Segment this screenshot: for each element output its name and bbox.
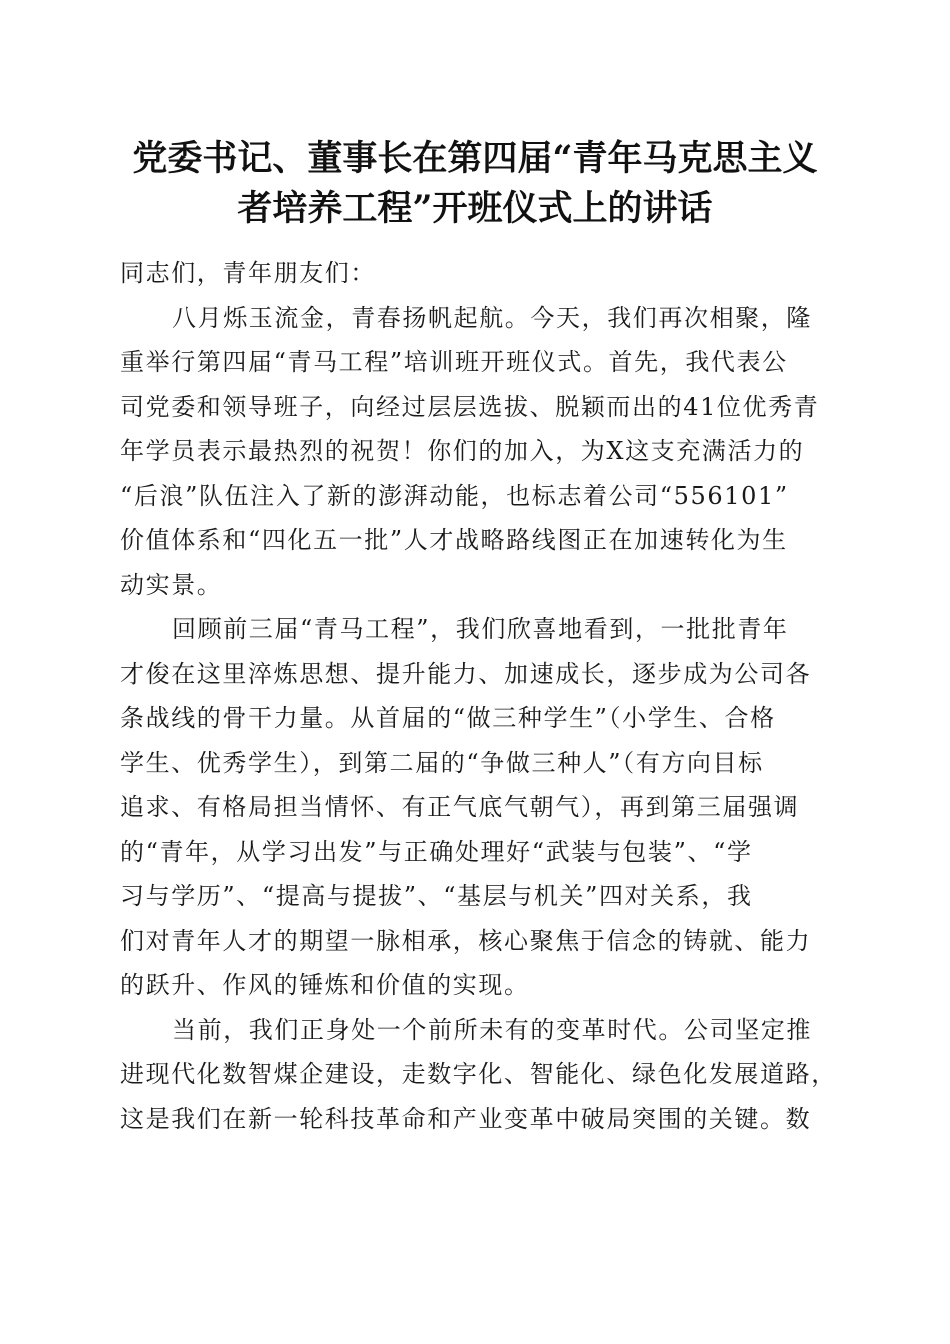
- paragraph-2-line: 们对青年人才的期望一脉相承，核心聚焦于信念的铸就、能力: [120, 926, 812, 955]
- paragraph-2-line: 回顾前三届“青马工程”，我们欣喜地看到，一批批青年: [172, 615, 789, 643]
- document-title-line-2: 者培养工程”开班仪式上的讲话: [237, 188, 713, 229]
- paragraph-3-line: 这是我们在新一轮科技革命和产业变革中破局突围的关键。数: [120, 1104, 812, 1133]
- salutation: 同志们，青年朋友们：: [120, 259, 376, 287]
- paragraph-1-line: 动实景。: [120, 570, 223, 599]
- paragraph-2-line: 的“青年，从学习出发”与正确处理好“武装与包装”、“学: [120, 837, 753, 866]
- paragraph-3-line: 当前，我们正身处一个前所未有的变革时代。公司坚定推: [172, 1015, 812, 1044]
- paragraph-1-line: 八月烁玉流金，青春扬帆起航。今天，我们再次相聚，隆: [172, 303, 812, 332]
- paragraph-1-line: “后浪”队伍注入了新的澎湃动能，也标志着公司“556101”: [120, 481, 789, 510]
- paragraph-2-line: 习与学历”、“提高与提拔”、“基层与机关”四对关系，我: [120, 882, 753, 910]
- paragraph-2-line: 学生、优秀学生），到第二届的“争做三种人”（有方向目标: [120, 748, 764, 777]
- paragraph-2-line: 追求、有格局担当情怀、有正气底气朝气），再到第三届强调: [120, 793, 800, 821]
- document-title-line-1: 党委书记、董事长在第四届“青年马克思主义: [132, 138, 818, 179]
- paragraph-2-line: 才俊在这里淬炼思想、提升能力、加速成长，逐步成为公司各: [120, 659, 812, 688]
- paragraph-2-line: 条战线的骨干力量。从首届的“做三种学生”（小学生、合格: [120, 704, 776, 732]
- paragraph-1-line: 司党委和领导班子，向经过层层选拔、脱颖而出的41位优秀青: [120, 392, 820, 421]
- paragraph-1-line: 年学员表示最热烈的祝贺！你们的加入，为X这支充满活力的: [120, 437, 805, 465]
- paragraph-3-line: 进现代化数智煤企建设，走数字化、智能化、绿色化发展道路，: [120, 1060, 837, 1088]
- paragraph-1-line: 重举行第四届“青马工程”培训班开班仪式。首先，我代表公: [120, 348, 788, 376]
- document-body: [120, 251, 837, 1141]
- paragraph-2-line: 的跃升、作风的锤炼和价值的实现。: [120, 971, 530, 999]
- paragraph-1-line: 价值体系和“四化五一批”人才战略路线图正在加速转化为生: [120, 526, 788, 554]
